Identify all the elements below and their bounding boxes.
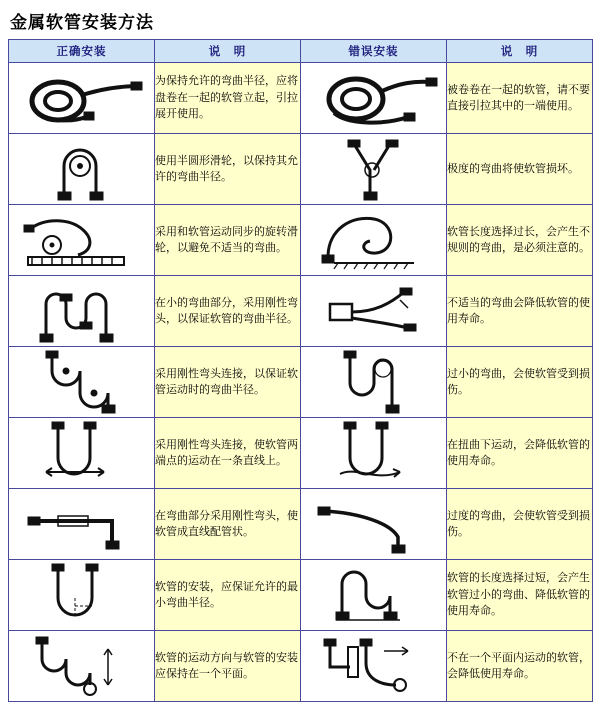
note-wrong: 不在一个平面内运动的软管，会降低使用寿命。 <box>447 631 593 702</box>
installation-methods-table <box>8 39 593 702</box>
figure-cell-correct <box>9 418 155 489</box>
figure-cell-wrong <box>301 560 447 631</box>
note-wrong: 不适当的弯曲会降低软管的使用寿命。 <box>447 276 593 347</box>
hose-too-short-small-bend-icon <box>304 562 444 628</box>
note-wrong: 软管的长度选择过短，会产生软管过小的弯曲、降低软管的使用寿命。 <box>447 560 593 631</box>
note-wrong: 极度的弯曲将使软管损坏。 <box>447 134 593 205</box>
rigid-elbow-connection-moving-icon <box>12 349 152 415</box>
figure-cell-correct <box>9 63 155 134</box>
note-wrong: 过小的弯曲，会使软管受到损伤。 <box>447 347 593 418</box>
table-body <box>9 63 593 702</box>
rigid-elbow-straight-piping-icon <box>12 491 152 557</box>
table-row <box>9 205 593 276</box>
figure-cell-correct <box>9 134 155 205</box>
column-header-correct-install: 正确安装 <box>9 40 155 63</box>
hose-with-rotating-pulley-chain-icon <box>12 207 152 273</box>
note-correct: 使用半圆形滑轮，以保持其允许的弯曲半径。 <box>155 134 301 205</box>
improper-bend-shortens-life-icon <box>304 278 444 344</box>
excessive-bend-damage-icon <box>304 491 444 557</box>
page-title: 金属软管安装方法 <box>10 13 154 33</box>
twisting-motion-reduces-life-icon <box>304 420 444 486</box>
figure-cell-wrong <box>301 276 447 347</box>
figure-cell-correct <box>9 631 155 702</box>
table-row <box>9 347 593 418</box>
note-wrong: 被卷卷在一起的软管，请不要直接引拉其中的一端使用。 <box>447 63 593 134</box>
column-header-correct-note: 说 明 <box>155 40 301 63</box>
note-wrong: 过度的弯曲，会使软管受到损伤。 <box>447 489 593 560</box>
hose-bent-sharply-at-point-icon <box>304 136 444 202</box>
coiled-hose-on-reel-icon <box>12 65 152 131</box>
figure-cell-correct <box>9 276 155 347</box>
hose-too-long-irregular-bend-icon <box>304 207 444 273</box>
table-row <box>9 63 593 134</box>
note-wrong: 软管长度选择过长，会产生不规则的弯曲，是必须注意的。 <box>447 205 593 276</box>
note-correct: 采用和软管运动同步的旋转滑轮，以避免不适当的弯曲。 <box>155 205 301 276</box>
table-header-row <box>9 40 593 63</box>
figure-cell-correct <box>9 347 155 418</box>
column-header-wrong-install: 错误安装 <box>301 40 447 63</box>
figure-cell-correct <box>9 560 155 631</box>
column-header-wrong-note: 说 明 <box>447 40 593 63</box>
rigid-elbow-straight-line-motion-icon <box>12 420 152 486</box>
table-row <box>9 418 593 489</box>
hose-min-bend-radius-install-icon <box>12 562 152 628</box>
figure-cell-wrong <box>301 418 447 489</box>
note-correct: 为保持允许的弯曲半径，应将盘卷在一起的软管立起，引拉展开使用。 <box>155 63 301 134</box>
note-correct: 采用刚性弯头连接，以保证软管运动时的弯曲半径。 <box>155 347 301 418</box>
table-row <box>9 560 593 631</box>
note-correct: 软管的运动方向与软管的安装应保持在一个平面。 <box>155 631 301 702</box>
table-row <box>9 631 593 702</box>
note-correct: 软管的安装，应保证允许的最小弯曲半径。 <box>155 560 301 631</box>
figure-cell-wrong <box>301 489 447 560</box>
table-row <box>9 489 593 560</box>
motion-plane-matches-install-plane-icon <box>12 633 152 699</box>
figure-cell-correct <box>9 205 155 276</box>
figure-cell-wrong <box>301 205 447 276</box>
note-correct: 在小的弯曲部分，采用刚性弯头，以保证软管的弯曲半径。 <box>155 276 301 347</box>
table-row <box>9 276 593 347</box>
figure-cell-wrong <box>301 347 447 418</box>
note-correct: 在弯曲部分采用刚性弯头，使软管成直线配管状。 <box>155 489 301 560</box>
figure-cell-wrong <box>301 631 447 702</box>
coiled-hose-pulled-from-side-icon <box>304 65 444 131</box>
figure-cell-wrong <box>301 134 447 205</box>
rigid-bend-small-radius-section-icon <box>12 278 152 344</box>
table-row <box>9 134 593 205</box>
motion-out-of-plane-icon <box>304 633 444 699</box>
too-small-bend-radius-damage-icon <box>304 349 444 415</box>
note-wrong: 在扭曲下运动，会降低软管的使用寿命。 <box>447 418 593 489</box>
hose-over-semicircular-pulley-icon <box>12 136 152 202</box>
note-correct: 采用刚性弯头连接，使软管两端点的运动在一条直线上。 <box>155 418 301 489</box>
table-header <box>9 40 593 63</box>
figure-cell-wrong <box>301 63 447 134</box>
figure-cell-correct <box>9 489 155 560</box>
